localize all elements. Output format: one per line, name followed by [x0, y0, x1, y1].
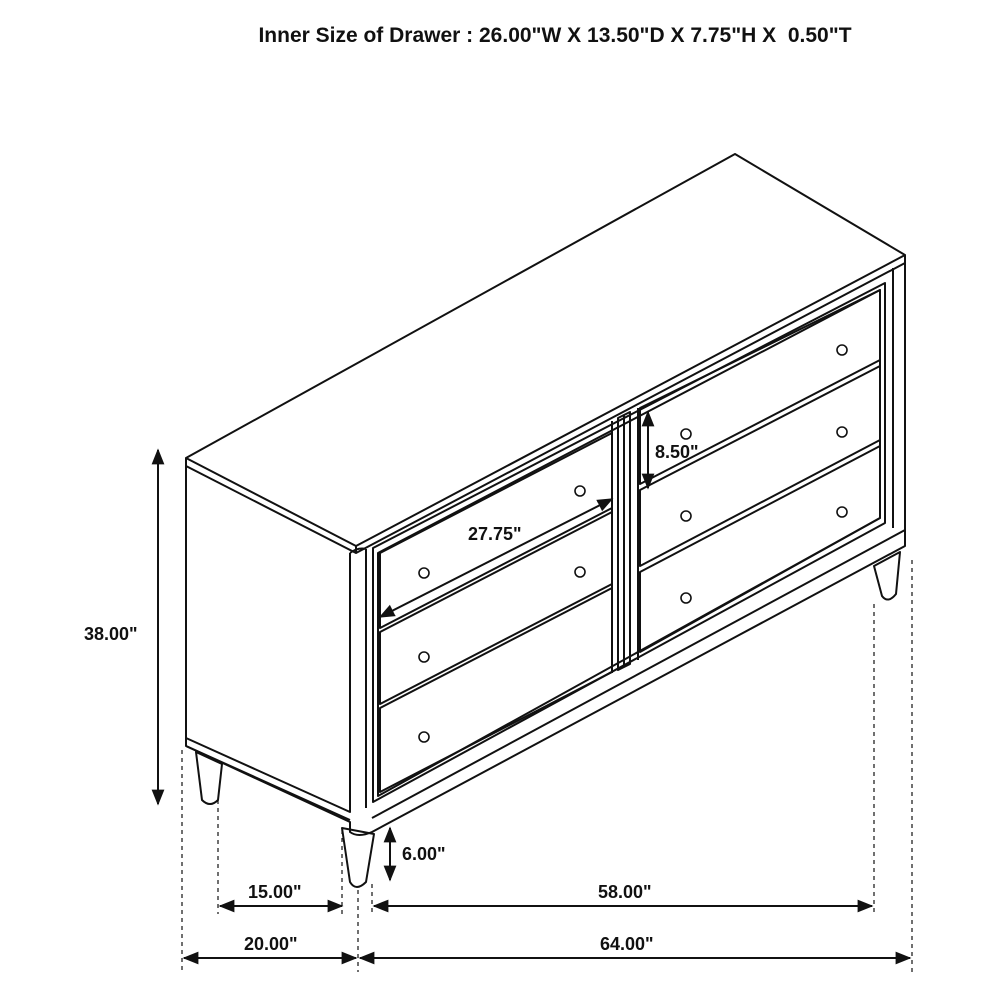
dresser-outline	[186, 154, 905, 887]
knob-icon	[681, 593, 691, 603]
inner-width-label: 58.00"	[598, 882, 652, 902]
knob-icon	[837, 507, 847, 517]
knob-icon	[681, 511, 691, 521]
leg-height-label: 6.00"	[402, 844, 446, 864]
front-corner-post	[350, 549, 366, 813]
knob-icon	[837, 427, 847, 437]
drawer-height-label: 8.50"	[655, 442, 699, 462]
dresser-top	[186, 154, 905, 546]
knob-icon	[837, 345, 847, 355]
knob-icon	[575, 486, 585, 496]
inner-depth-label: 15.00"	[248, 882, 302, 902]
depth-label: 20.00"	[244, 934, 298, 954]
height-label: 38.00"	[84, 624, 138, 644]
knob-icon	[681, 429, 691, 439]
drawer-width-arrow	[380, 499, 612, 617]
drawer-width-label: 27.75"	[468, 524, 522, 544]
leg-front-left	[342, 828, 374, 887]
knob-icon	[419, 652, 429, 662]
leg-back-right	[874, 552, 900, 600]
width-label: 64.00"	[600, 934, 654, 954]
drawer-right-3	[640, 446, 880, 652]
base-plinth	[186, 530, 905, 835]
drawer-left-3	[380, 588, 612, 792]
knob-icon	[419, 568, 429, 578]
knob-icon	[575, 567, 585, 577]
knob-icon	[419, 732, 429, 742]
diagram-title: Inner Size of Drawer : 26.00"W X 13.50"D X 7.75"H X 0.50"T	[258, 24, 852, 47]
